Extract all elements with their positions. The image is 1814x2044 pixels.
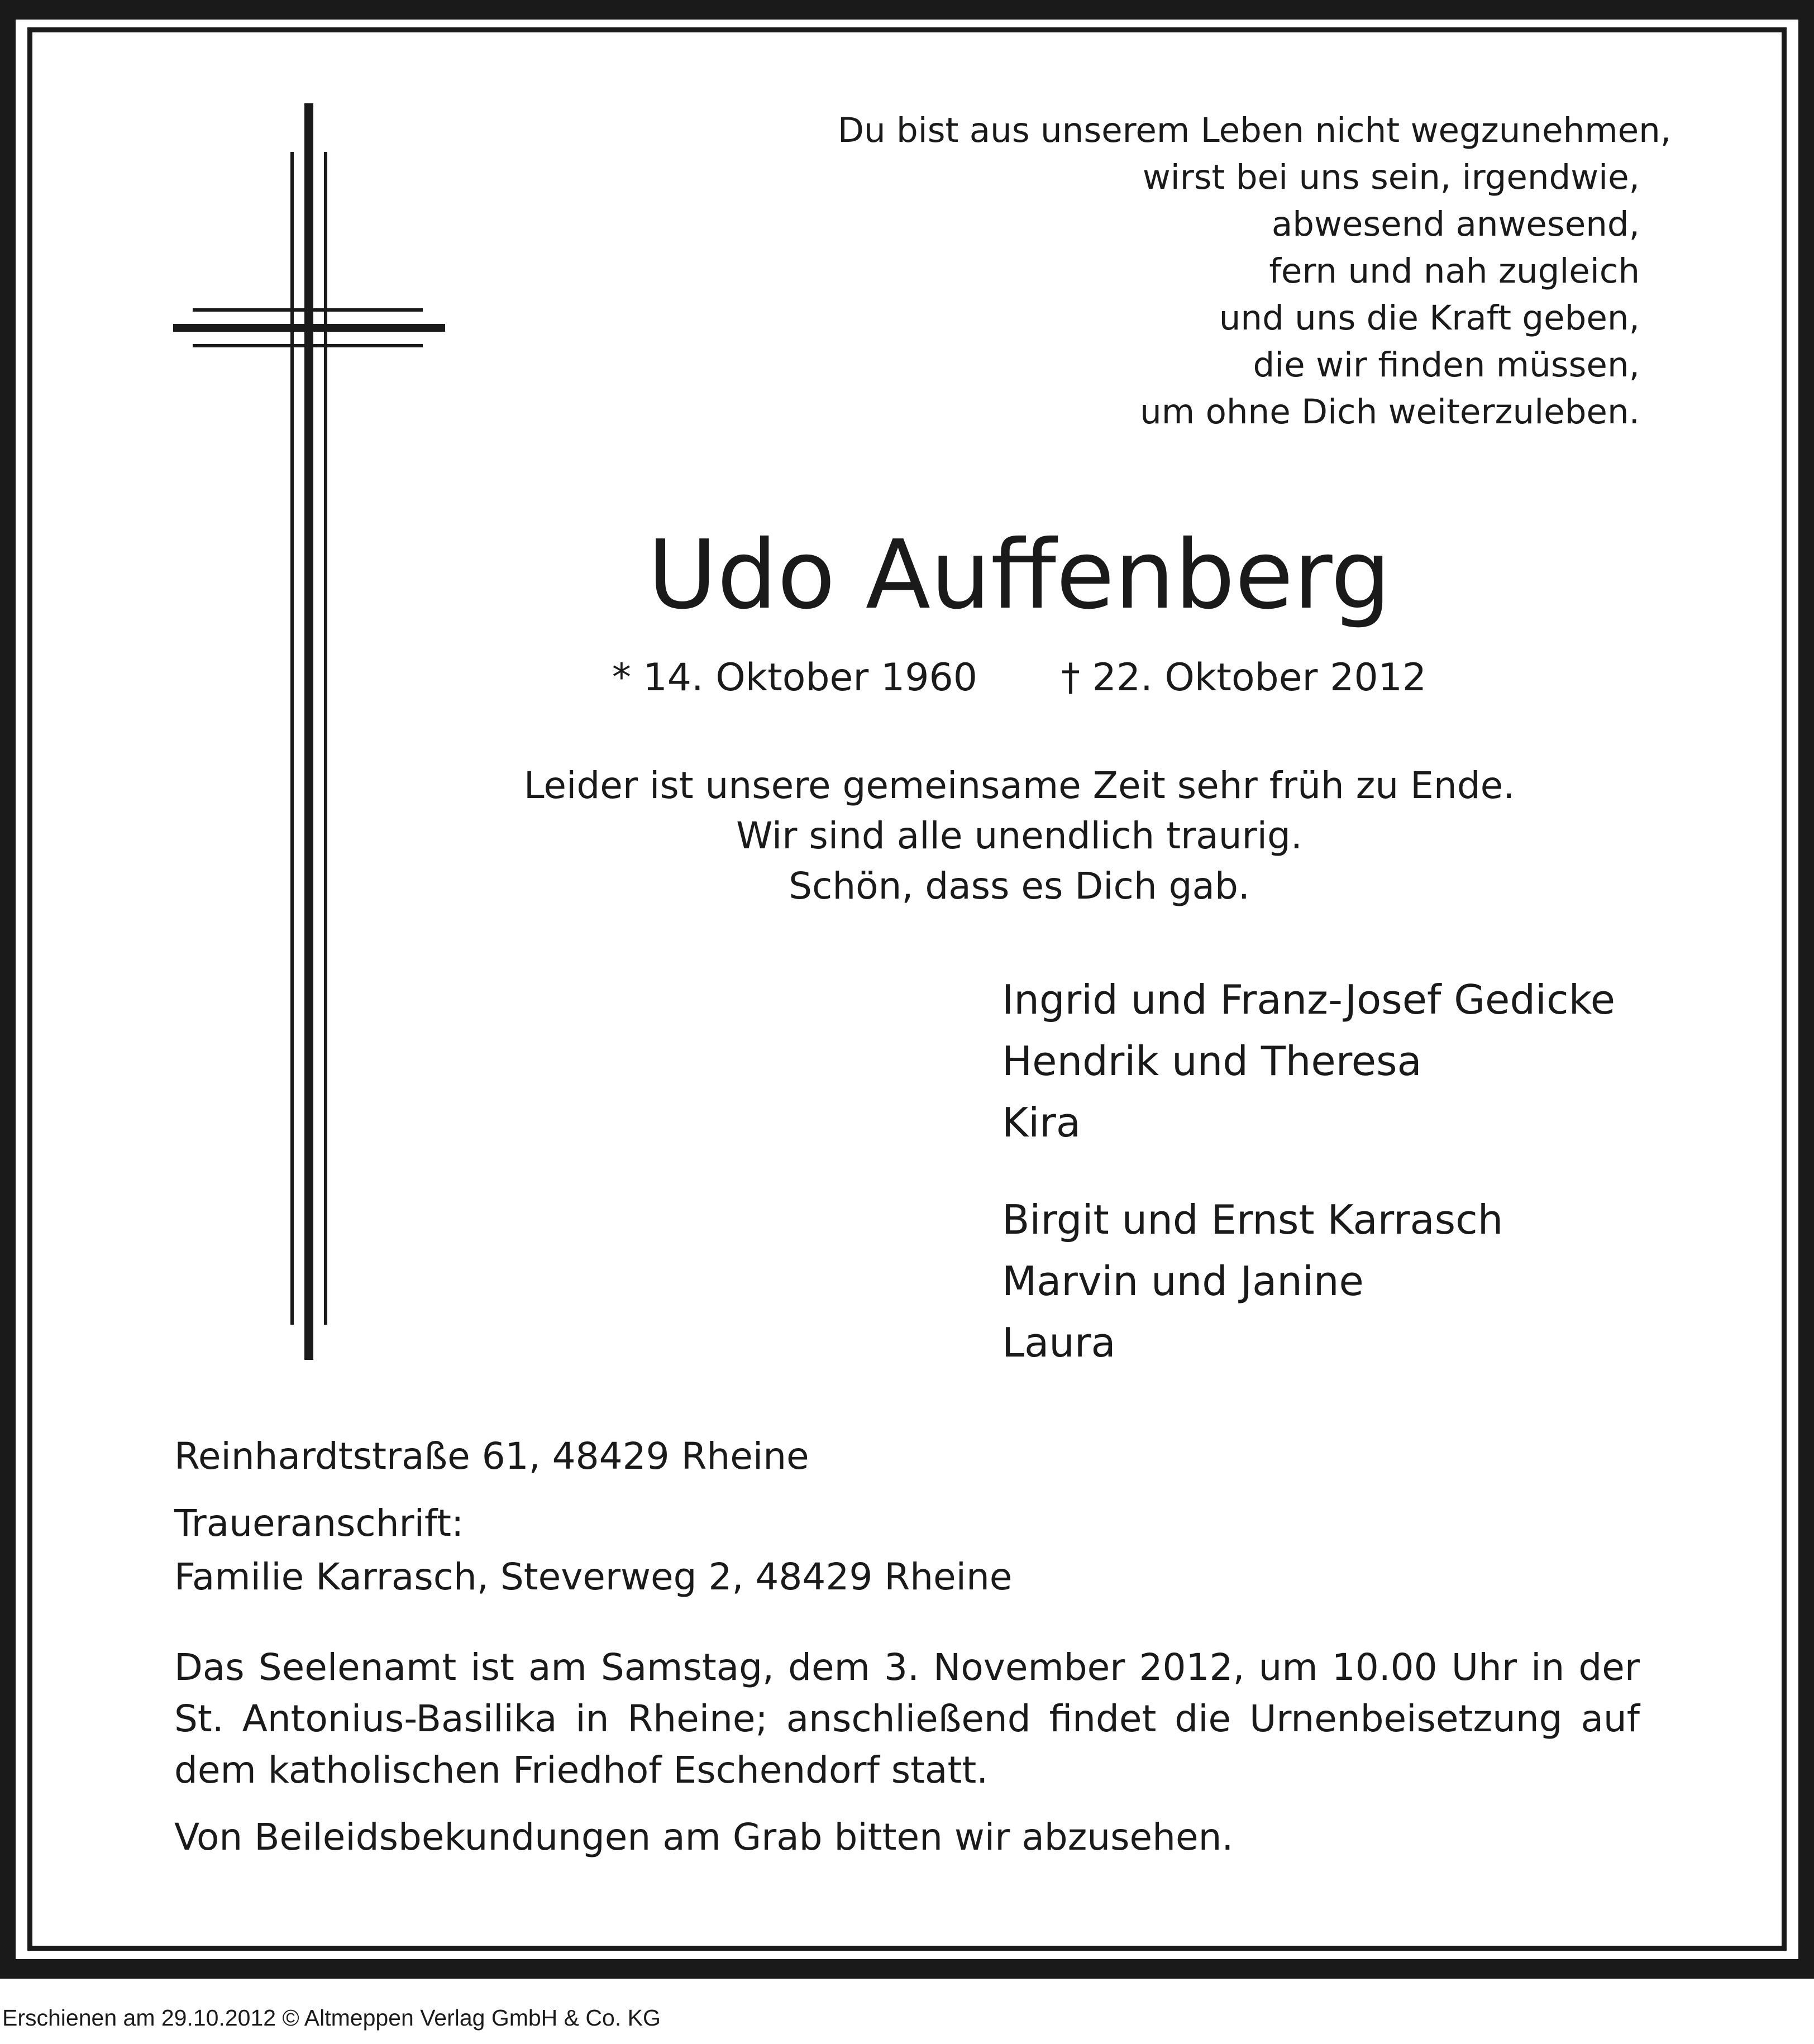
service-text: Das Seelenamt ist am Samstag, dem 3. November 2012, um 10.00 Uhr in der St. Antonius-Basilika in Rheine; anschließend findet die Urnenbeisetzung auf dem katholischen Friedhof Eschendorf statt. bbox=[174, 1646, 1640, 1792]
mourner: Birgit und Ernst Karrasch bbox=[1002, 1196, 1503, 1243]
birth-date: * 14. Oktober 1960 bbox=[612, 656, 977, 700]
condolence-note: Von Beileidsbekundungen am Grab bitten wir abzusehen. bbox=[174, 1816, 1234, 1859]
poem-line: um ohne Dich weiterzuleben. bbox=[1140, 392, 1640, 432]
message-line: Wir sind alle unendlich traurig. bbox=[736, 814, 1302, 857]
poem-line: abwesend anwesend, bbox=[1271, 204, 1640, 244]
life-dates bbox=[0, 650, 1814, 706]
home-address: Reinhardtstraße 61, 48429 Rheine bbox=[174, 1435, 809, 1478]
poem bbox=[838, 107, 1672, 436]
poem-line: Du bist aus unserem Leben nicht wegzunehmen, bbox=[838, 111, 1672, 150]
mourner: Laura bbox=[1002, 1319, 1116, 1366]
poem-line: die wir finden müssen, bbox=[1253, 345, 1640, 385]
publication-footer: Erschienen am 29.10.2012 © Altmeppen Verlag GmbH & Co. KG bbox=[2, 2005, 661, 2031]
mourning-address-label: Traueranschrift: bbox=[174, 1502, 464, 1545]
mourner: Ingrid und Franz-Josef Gedicke bbox=[1002, 976, 1616, 1023]
mourner: Kira bbox=[1002, 1099, 1081, 1146]
mourning-message bbox=[0, 761, 1814, 911]
contact-info bbox=[174, 1430, 1180, 1604]
deceased-name: Udo Auffenberg bbox=[647, 520, 1391, 631]
message-line: Leider ist unsere gemeinsame Zeit sehr früh zu Ende. bbox=[523, 764, 1515, 807]
mourning-address: Familie Karrasch, Steverweg 2, 48429 Rheine bbox=[174, 1555, 1013, 1598]
message-line: Schön, dass es Dich gab. bbox=[789, 865, 1250, 908]
service-info bbox=[174, 1642, 1640, 1863]
mourner: Hendrik und Theresa bbox=[1002, 1038, 1422, 1085]
mourners-list bbox=[1002, 969, 1773, 1373]
poem-line: fern und nah zugleich bbox=[1269, 251, 1640, 291]
death-date: † 22. Oktober 2012 bbox=[1061, 656, 1427, 700]
poem-line: und uns die Kraft geben, bbox=[1219, 298, 1640, 338]
mourner: Marvin und Janine bbox=[1002, 1258, 1364, 1305]
poem-line: wirst bei uns sein, irgendwie, bbox=[1142, 157, 1640, 197]
